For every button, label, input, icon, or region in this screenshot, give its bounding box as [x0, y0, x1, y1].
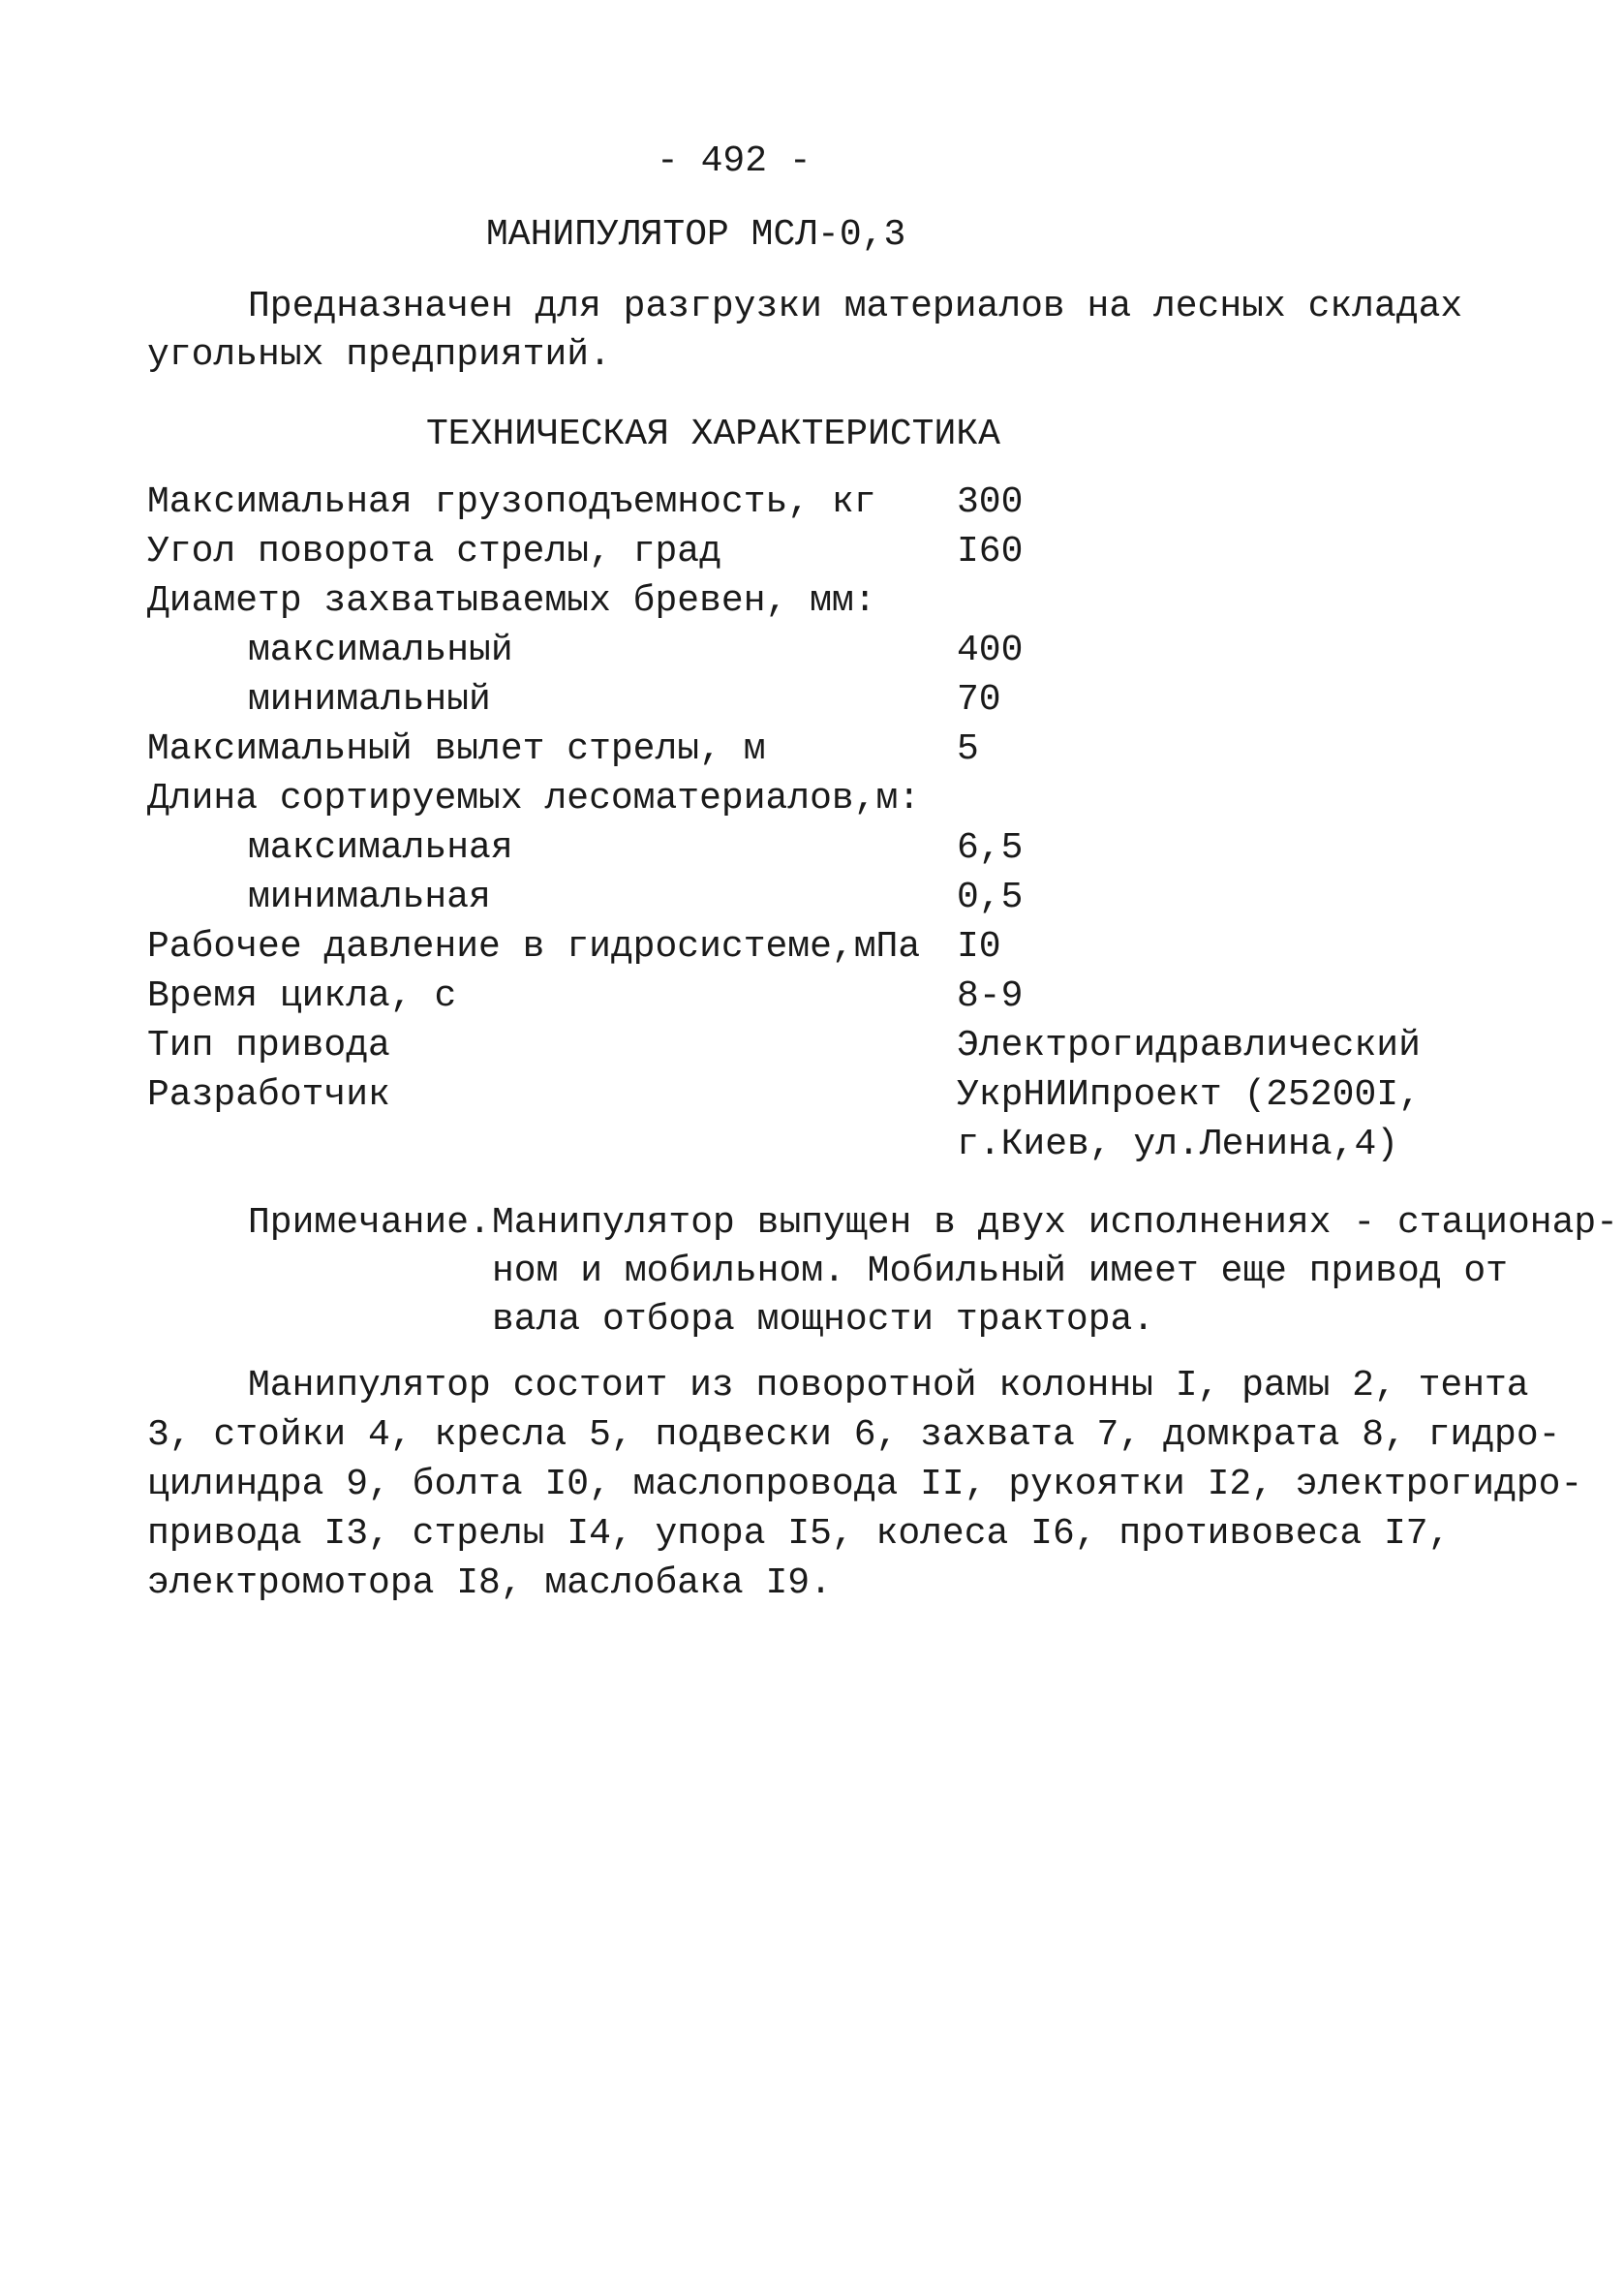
spec-label: Разработчик — [147, 1074, 390, 1116]
note-line: Манипулятор выпущен в двух исполнениях - стационар- — [492, 1202, 1618, 1244]
spec-row — [147, 630, 1503, 682]
spec-row — [147, 1124, 1503, 1176]
spec-row — [147, 877, 1503, 929]
spec-label: Длина сортируемых лесоматериалов,м: — [147, 778, 921, 819]
spec-label: Угол поворота стрелы, град — [147, 531, 721, 572]
spec-value: 5 — [957, 728, 979, 770]
note-label: Примечание. — [248, 1202, 491, 1244]
spec-row — [147, 679, 1503, 731]
description-line: привода I3, стрелы I4, упора I5, колеса I6, противовеса I7, — [147, 1513, 1451, 1555]
purpose-line: угольных предприятий. — [147, 334, 611, 376]
spec-label: Время цикла, с — [147, 975, 457, 1017]
spec-row — [147, 531, 1503, 583]
spec-row — [147, 1074, 1503, 1127]
description-line: Манипулятор состоит из поворотной колонны I, рамы 2, тента — [248, 1365, 1529, 1406]
spec-row — [147, 1025, 1503, 1077]
spec-value: 400 — [957, 630, 1024, 671]
spec-value: УкрНИИпроект (25200I, — [957, 1074, 1421, 1116]
spec-value: 8-9 — [957, 975, 1024, 1017]
spec-row — [147, 975, 1503, 1028]
spec-label: Тип привода — [147, 1025, 390, 1066]
note-line: ном и мобильном. Мобильный имеет еще привод от — [492, 1251, 1508, 1292]
spec-label: Максимальная грузоподъемность, кг — [147, 481, 876, 523]
spec-row — [147, 926, 1503, 978]
document-title: МАНИПУЛЯТОР МСЛ-0,3 — [486, 214, 906, 256]
purpose-line: Предназначен для разгрузки материалов на лесных складах — [248, 286, 1463, 327]
spec-value: I0 — [957, 926, 1001, 968]
spec-value: 300 — [957, 481, 1024, 523]
spec-label: максимальная — [248, 827, 513, 869]
section-heading: ТЕХНИЧЕСКАЯ ХАРАКТЕРИСТИКА — [426, 414, 1000, 455]
spec-value: I60 — [957, 531, 1024, 572]
description-line: цилиндра 9, болта I0, маслопровода II, рукоятки I2, электрогидро- — [147, 1464, 1583, 1505]
spec-label: минимальный — [248, 679, 491, 721]
spec-value: Электрогидравлический — [957, 1025, 1421, 1066]
spec-label: Рабочее давление в гидросистеме,мПа — [147, 926, 921, 968]
spec-row — [147, 827, 1503, 880]
description-line: электромотора I8, маслобака I9. — [147, 1562, 832, 1604]
spec-table — [147, 481, 1503, 1176]
spec-row — [147, 728, 1503, 781]
note-line: вала отбора мощности трактора. — [492, 1299, 1155, 1341]
spec-value: 0,5 — [957, 877, 1024, 918]
spec-value: 70 — [957, 679, 1001, 721]
spec-row — [147, 778, 1503, 830]
spec-row — [147, 481, 1503, 534]
spec-label: Диаметр захватываемых бревен, мм: — [147, 580, 876, 622]
page-number: - 492 - — [657, 140, 812, 182]
spec-row — [147, 580, 1503, 633]
spec-label: Максимальный вылет стрелы, м — [147, 728, 766, 770]
spec-value: 6,5 — [957, 827, 1024, 869]
spec-value: г.Киев, ул.Ленина,4) — [957, 1124, 1399, 1165]
description-line: 3, стойки 4, кресла 5, подвески 6, захвата 7, домкрата 8, гидро- — [147, 1414, 1561, 1456]
spec-label: максимальный — [248, 630, 513, 671]
spec-label: минимальная — [248, 877, 491, 918]
